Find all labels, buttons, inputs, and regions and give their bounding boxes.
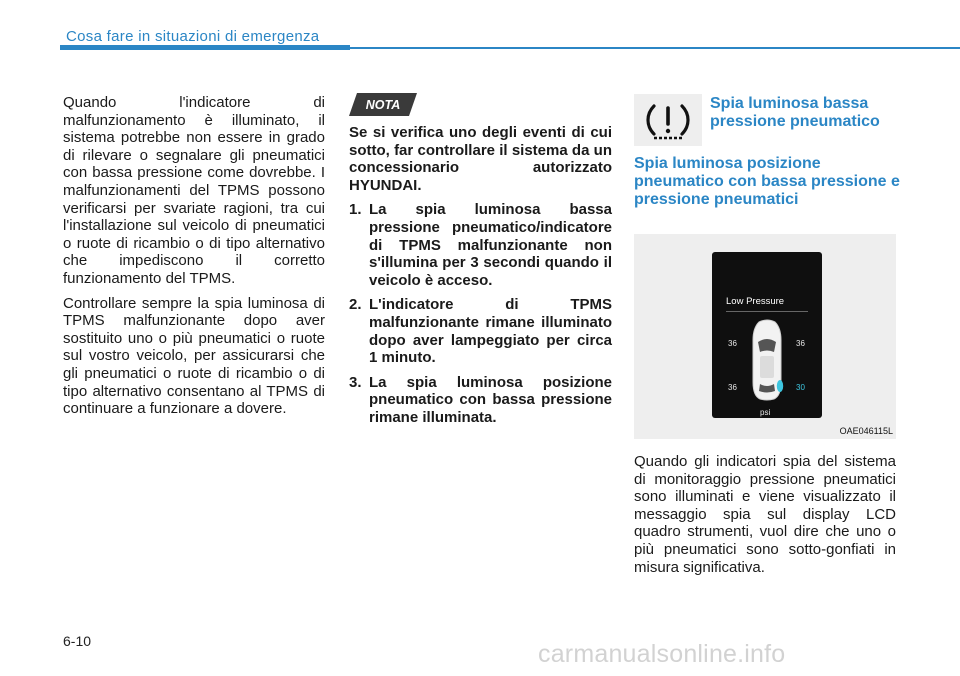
column-left — [63, 94, 325, 425]
tpms-warning-icon-box — [634, 94, 702, 146]
paragraph-check-after-replace: Controllare sempre la spia luminosa di TPMS malfunzionante dopo aver sostituito uno o più pneumatici o ruote sul vostro veicolo, per assicurarsi che gli pneumatici o ruote di ricambio o di tipo alternativo consentano al TPMS di continuare a funzionare a dovere. — [63, 294, 325, 418]
note-badge-label: NOTA — [365, 98, 401, 112]
note-list-text: L'indicatore di TPMS malfunzionante rimane illuminato dopo aver lampeggiato per circa 1 minuto. — [369, 296, 612, 367]
note-list-number: 2. — [349, 296, 362, 314]
tire-pressure-front-left: 36 — [728, 339, 737, 348]
title-low-pressure-warning: Spia luminosa bassa pressione pneumatico — [710, 95, 880, 130]
title-low-pressure-position: Spia luminosa posizione pneumatico con bassa pressione e pressione pneumatici — [634, 155, 900, 208]
paragraph-malfunction: Quando l'indicatore di malfunzionamento è illuminato, il sistema potrebbe non essere in grado di rilevare o segnalare gli pneumatici con bassa pressione come dovrebbe. I malfunzionamenti del TPMS possono verificarsi per svariate ragioni, tra cui l'installazione sul veicolo di pneumatici o ruote di ricambio o di tipo alternativo che impediscono il corretto funzionamento del TPMS. — [63, 94, 325, 287]
note-list-number: 1. — [349, 201, 362, 219]
paragraph-lcd-warning: Quando gli indicatori spia del sistema di monitoraggio pressione pneumatici sono illuminati e viene visualizzato il messaggio spia sul display LCD quadro strumenti, vuol dire che uno o più pneumatici sono sotto-gonfiati in misura significativa. — [634, 453, 896, 576]
note-list-item — [349, 374, 612, 427]
note-content — [349, 124, 612, 434]
note-list-item — [349, 201, 612, 289]
note-badge — [349, 93, 417, 116]
tire-pressure-front-right: 36 — [796, 339, 805, 348]
car-top-view-icon — [750, 318, 784, 402]
image-code: OAE046115L — [839, 426, 893, 436]
tire-pressure-rear-left: 36 — [728, 383, 737, 392]
note-list-text: La spia luminosa bassa pressione pneumatico/indicatore di TPMS malfunzionante non s'illumina per 3 secondi quando il veicolo è acceso. — [369, 201, 612, 289]
lcd-screen-title: Low Pressure — [726, 296, 785, 307]
note-list-text: La spia luminosa posizione pneumatico con bassa pressione rimane illuminata. — [369, 373, 612, 426]
tpms-warning-icon — [634, 94, 702, 146]
pressure-unit: psi — [760, 408, 771, 417]
lcd-screen-divider — [726, 311, 808, 312]
column-right-paragraph — [634, 453, 896, 583]
tire-pressure-rear-right: 30 — [796, 383, 805, 392]
note-list-item — [349, 296, 612, 366]
page-number: 6-10 — [63, 633, 92, 649]
note-list-number: 3. — [349, 373, 362, 391]
header-rule-accent — [60, 45, 350, 50]
note-intro: Se si verifica uno degli eventi di cui sotto, far controllare il sistema da un concessionario autorizzato HYUNDAI. — [349, 124, 612, 194]
lcd-screen — [712, 252, 822, 418]
lcd-display-illustration — [634, 234, 896, 439]
section-header-title: Cosa fare in situazioni di emergenza — [66, 28, 320, 45]
watermark: carmanualsonline.info — [538, 640, 786, 668]
